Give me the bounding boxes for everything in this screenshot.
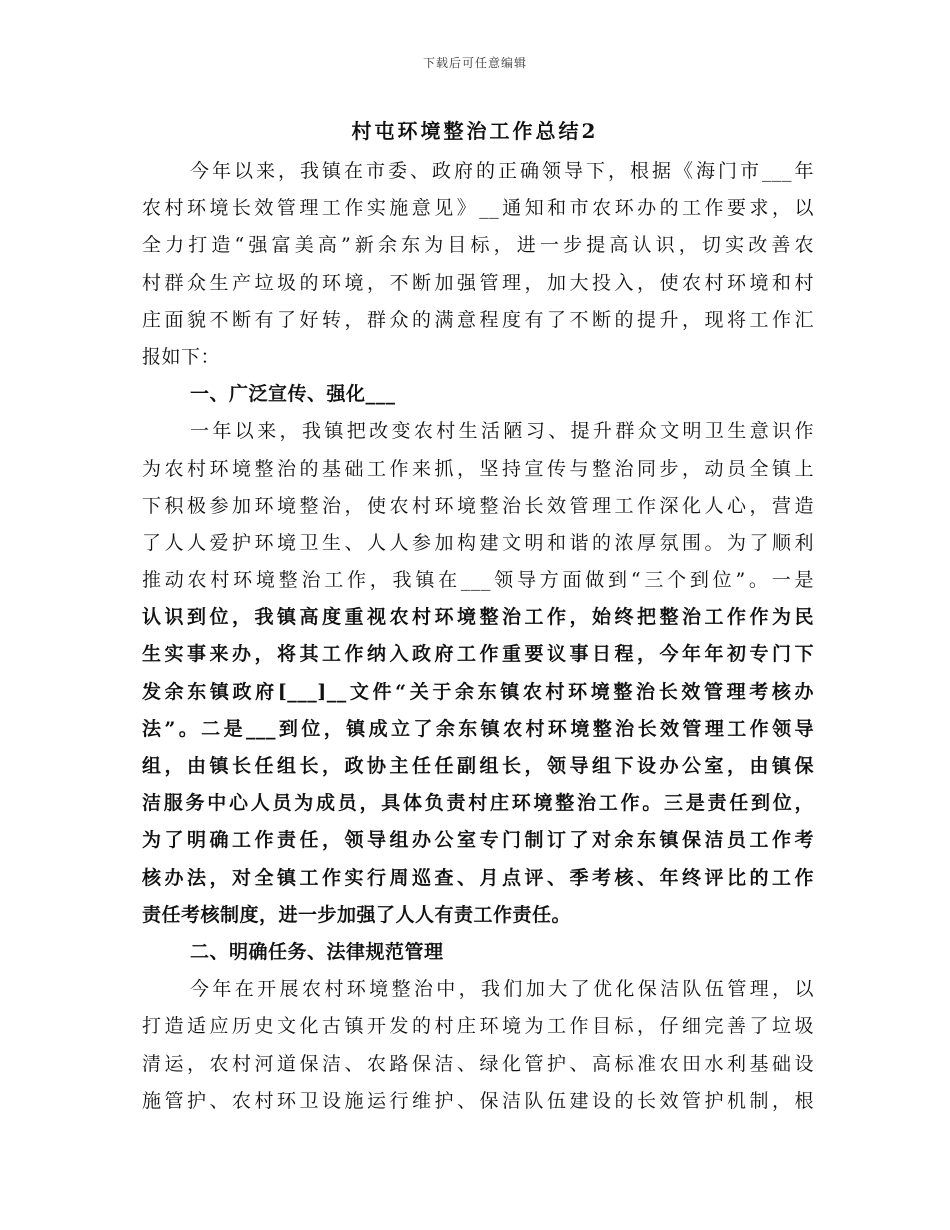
body-line: 组，由镇长任组长，政协主任任副组长，领导组下设办公室，由镇保 xyxy=(142,755,814,777)
body-line: 清运，农村河道保洁、农路保洁、绿化管护、高标准农田水利基础设 xyxy=(142,1052,814,1075)
body-line: 核办法，对全镇工作实行周巡查、月点评、季考核、年终评比的工作 xyxy=(142,866,814,889)
body-line: 今年在开展农村环境整治中，我们加大了优化保洁队伍管理，以 xyxy=(190,978,814,1001)
body-line: 洁服务中心人员为成员，具体负责村庄环境整治工作。三是责任到位， xyxy=(142,792,814,815)
body-line: 发余东镇政府[___]__文件“关于余东镇农村环境整治长效管理考核办 xyxy=(142,680,814,703)
section-heading: 二、明确任务、法律规范管理 xyxy=(190,940,444,963)
body-line: 一年以来，我镇把改变农村生活陋习、提升群众文明卫生意识作 xyxy=(190,420,814,443)
body-line: 全力打造“强富美高”新余东为目标，进一步提高认识，切实改善农 xyxy=(142,234,814,257)
body-line: 打造适应历史文化古镇开发的村庄环境为工作目标，仔细完善了垃圾 xyxy=(142,1015,814,1038)
body-line: 法”。二是___到位，镇成立了余东镇农村环境整治长效管理工作领导 xyxy=(142,717,814,740)
body-line: 为了明确工作责任，领导组办公室专门制订了对余东镇保洁员工作考 xyxy=(142,829,814,852)
body-line: 农村环境长效管理工作实施意见》__通知和市农环办的工作要求，以 xyxy=(142,197,814,220)
body-line: 生实事来办，将其工作纳入政府工作重要议事日程，今年年初专门下 xyxy=(142,643,814,666)
body-line: 村群众生产垃圾的环境，不断加强管理，加大投入，使农村环境和村 xyxy=(142,271,814,294)
body-line: 下积极参加环境整治，使农村环境整治长效管理工作深化人心，营造 xyxy=(142,494,814,517)
document-title: 村屯环境整治工作总结2 xyxy=(351,119,599,143)
page-header-note: 下载后可任意编辑 xyxy=(422,56,527,70)
body-line: 报如下： xyxy=(142,345,221,368)
body-line: 推动农村环境整治工作，我镇在___领导方面做到“三个到位”。一是 xyxy=(142,569,814,592)
body-line: 认识到位，我镇高度重视农村环境整治工作，始终把整治工作作为民 xyxy=(142,606,814,629)
body-line: 施管护、农村环卫设施运行维护、保洁队伍建设的长效管护机制，根 xyxy=(142,1089,814,1112)
body-line: 庄面貌不断有了好转，群众的满意程度有了不断的提升，现将工作汇 xyxy=(142,308,814,331)
body-line: 了人人爱护环境卫生、人人参加构建文明和谐的浓厚氛围。为了顺利 xyxy=(142,531,814,554)
section-heading: 一、广泛宣传、强化___ xyxy=(190,383,396,406)
body-line: 责任考核制度，进一步加强了人人有责工作责任。 xyxy=(142,903,572,926)
document-body xyxy=(142,153,814,1120)
body-line: 今年以来，我镇在市委、政府的正确领导下，根据《海门市___年 xyxy=(190,160,814,182)
body-line: 为农村环境整治的基础工作来抓，坚持宣传与整治同步，动员全镇上 xyxy=(142,457,814,480)
